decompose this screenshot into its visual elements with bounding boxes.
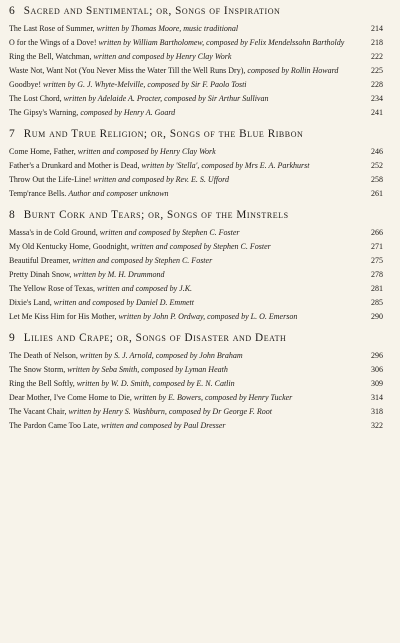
song-title: Father's a Drunkard and Mother is Dead, xyxy=(9,161,140,170)
song-title: Goodbye! xyxy=(9,80,41,89)
song-credit: written by Seba Smith, composed by Lyman Heath xyxy=(67,365,228,374)
song-credit: written and composed by Stephen C. Foster xyxy=(72,256,213,265)
song-title: Dear Mother, I've Come Home to Die, xyxy=(9,393,132,402)
page-number: 241 xyxy=(371,108,383,117)
song-title: The Pardon Came Too Late, xyxy=(9,421,100,430)
song-credit: written by W. D. Smith, composed by E. N. Catlin xyxy=(76,379,235,388)
song-credit: written and composed by Daniel D. Emmett xyxy=(53,298,194,307)
page-number: 290 xyxy=(371,312,383,321)
contents-entry xyxy=(9,379,383,389)
contents-entry xyxy=(9,66,383,76)
song-credit: written by E. Bowers, composed by Henry Tucker xyxy=(133,393,293,402)
contents-entry xyxy=(9,38,383,48)
section-number: 9 xyxy=(9,332,15,344)
page-number: 318 xyxy=(371,407,383,416)
page-number: 278 xyxy=(371,270,383,279)
song-credit: composed by Rollin Howard xyxy=(247,66,339,75)
contents-entry xyxy=(9,393,383,403)
contents-entry xyxy=(9,312,383,322)
page-number: 285 xyxy=(371,298,383,307)
section-number: 8 xyxy=(9,209,15,221)
contents-entry xyxy=(9,94,383,104)
song-credit: written by 'Stella', composed by Mrs E. A. Parkhurst xyxy=(141,161,310,170)
contents-entry xyxy=(9,351,383,361)
song-title: Waste Not, Want Not (You Never Miss the Water Till the Well Runs Dry), xyxy=(9,66,246,75)
song-title: The Lost Chord, xyxy=(9,94,62,103)
page-number: 266 xyxy=(371,228,383,237)
contents-entry xyxy=(9,24,383,34)
song-credit: written by Thomas Moore, music traditional xyxy=(96,24,239,33)
section-6 xyxy=(9,4,383,118)
contents-entry xyxy=(9,189,383,199)
page-number: 275 xyxy=(371,256,383,265)
song-credit: written and composed by Rev. E. S. Ufford xyxy=(93,175,229,184)
section-heading xyxy=(9,331,383,345)
song-title: Ring the Bell, Watchman, xyxy=(9,52,92,61)
song-title: Beautiful Dreamer, xyxy=(9,256,71,265)
song-title: Throw Out the Life-Line! xyxy=(9,175,92,184)
contents-entry xyxy=(9,407,383,417)
section-title: Burnt Cork and Tears; or, Songs of the Minstrels xyxy=(23,209,289,221)
section-title: Sacred and Sentimental; or, Songs of Inspiration xyxy=(23,5,281,17)
page-number: 309 xyxy=(371,379,383,388)
contents-entry xyxy=(9,52,383,62)
song-title: Massa's in de Cold Ground, xyxy=(9,228,98,237)
song-title: Let Me Kiss Him for His Mother, xyxy=(9,312,117,321)
contents-entry xyxy=(9,270,383,280)
song-credit: written by Adelaide A. Procter, composed by Sir Arthur Sullivan xyxy=(63,94,269,103)
song-credit: written by M. H. Drummond xyxy=(73,270,165,279)
song-credit: written and composed by Stephen C. Foster xyxy=(131,242,271,251)
song-title: Temp'rance Bells. xyxy=(9,189,67,198)
song-title: The Last Rose of Summer, xyxy=(9,24,95,33)
song-credit: written and composed by Paul Dresser xyxy=(101,421,226,430)
song-title: My Old Kentucky Home, Goodnight, xyxy=(9,242,129,251)
contents-entry xyxy=(9,421,383,431)
contents-entry xyxy=(9,298,383,308)
section-heading xyxy=(9,4,383,18)
song-credit: Author and composer unknown xyxy=(68,189,169,198)
page-number: 296 xyxy=(371,351,383,360)
page-number: 314 xyxy=(371,393,383,402)
contents-entry xyxy=(9,242,383,252)
song-title: The Snow Storm, xyxy=(9,365,66,374)
page-number: 322 xyxy=(371,421,383,430)
song-title: The Death of Nelson, xyxy=(9,351,78,360)
section-8 xyxy=(9,208,383,322)
contents-entry xyxy=(9,256,383,266)
page-number: 234 xyxy=(371,94,383,103)
page-number: 218 xyxy=(371,38,383,47)
page-number: 228 xyxy=(371,80,383,89)
song-credit: written by William Bartholomew, composed by Felix Mendelssohn Bartholdy xyxy=(98,38,345,47)
song-title: The Vacant Chair, xyxy=(9,407,67,416)
section-9 xyxy=(9,331,383,431)
contents-entry xyxy=(9,175,383,185)
song-title: Dixie's Land, xyxy=(9,298,52,307)
section-heading xyxy=(9,127,383,141)
song-credit: written and composed by Henry Clay Work xyxy=(93,52,232,61)
contents-entry xyxy=(9,108,383,118)
song-credit: written by G. J. Whyte-Melville, composed by Sir F. Paolo Tosti xyxy=(43,80,247,89)
page-number: 306 xyxy=(371,365,383,374)
song-title: O for the Wings of a Dove! xyxy=(9,38,97,47)
song-title: The Yellow Rose of Texas, xyxy=(9,284,95,293)
contents-entry xyxy=(9,80,383,90)
contents-entry xyxy=(9,161,383,171)
section-number: 6 xyxy=(9,5,15,17)
page-number: 258 xyxy=(371,175,383,184)
contents-entry xyxy=(9,228,383,238)
page-number: 246 xyxy=(371,147,383,156)
contents-entry xyxy=(9,147,383,157)
page-number: 271 xyxy=(371,242,383,251)
song-credit: written and composed by Henry Clay Work xyxy=(77,147,216,156)
song-title: Pretty Dinah Snow, xyxy=(9,270,72,279)
section-number: 7 xyxy=(9,128,15,140)
song-title: Come Home, Father, xyxy=(9,147,76,156)
page-number: 261 xyxy=(371,189,383,198)
contents-entry xyxy=(9,365,383,375)
section-title: Rum and True Religion; or, Songs of the Blue Ribbon xyxy=(23,128,304,140)
song-credit: written by S. J. Arnold, composed by John Braham xyxy=(79,351,243,360)
song-credit: written and composed by J.K. xyxy=(96,284,193,293)
page-number: 252 xyxy=(371,161,383,170)
song-title: Ring the Bell Softly, xyxy=(9,379,75,388)
song-credit: written by Henry S. Washburn, composed by Dr George F. Root xyxy=(68,407,272,416)
page-number: 222 xyxy=(371,52,383,61)
section-7 xyxy=(9,127,383,199)
song-title: The Gipsy's Warning, xyxy=(9,108,79,117)
song-credit: composed by Henry A. Goard xyxy=(80,108,176,117)
section-heading xyxy=(9,208,383,222)
page-number: 281 xyxy=(371,284,383,293)
section-title: Lilies and Crape; or, Songs of Disaster and Death xyxy=(23,332,287,344)
page-number: 225 xyxy=(371,66,383,75)
contents-entry xyxy=(9,284,383,294)
song-credit: written by John P. Ordway, composed by L. O. Emerson xyxy=(118,312,298,321)
song-credit: written and composed by Stephen C. Foster xyxy=(99,228,240,237)
page-number: 214 xyxy=(371,24,383,33)
